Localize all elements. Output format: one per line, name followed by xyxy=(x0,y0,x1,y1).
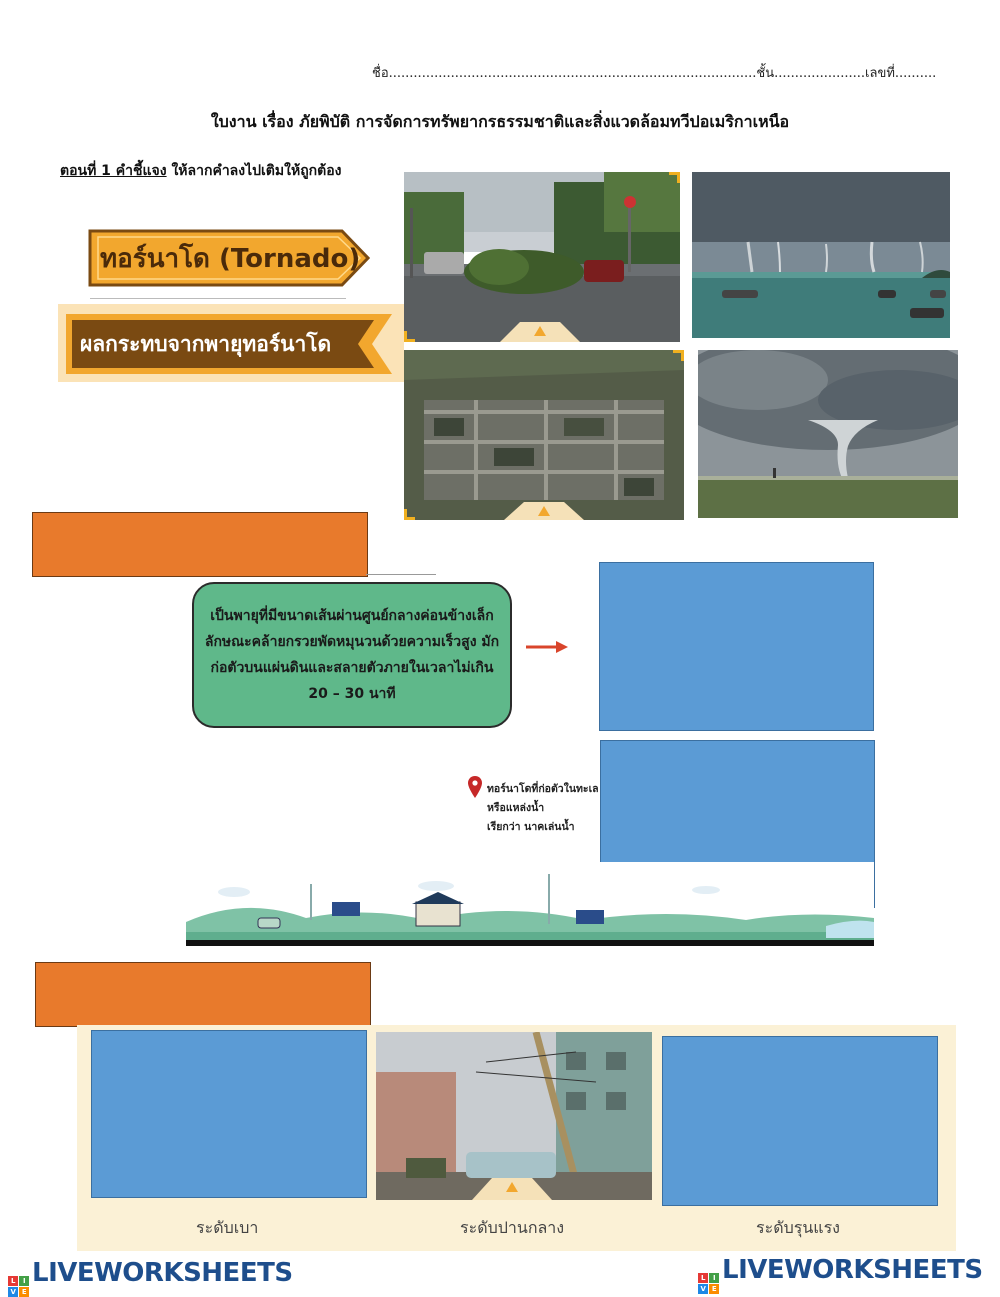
worksheet-title: ใบงาน เรื่อง ภัยพิบัติ การจัดการทรัพยากรธรรมชาติและสิ่งแวดล้อมทวีปอเมริกาเหนือ xyxy=(210,112,790,131)
green-landscape-illustration xyxy=(186,862,874,946)
liveworksheets-logo-text: LIVEWORKSHEETS xyxy=(722,1255,983,1285)
name-class-number-line: ชื่อ.........................................................................................ชั้น......................เลขที่.......... xyxy=(372,66,937,81)
level-image-drop-zone-2[interactable] xyxy=(662,1036,938,1206)
instruction xyxy=(60,160,341,182)
tornado-funnel-photo xyxy=(698,350,958,518)
impact-banner-label: ผลกระทบจากพายุทอร์นาโด xyxy=(80,332,332,356)
storm-damage-street-photo xyxy=(404,172,680,342)
divider xyxy=(90,298,346,299)
waterspout-note: ทอร์นาโดที่ก่อตัวในทะเล หรือแหล่งน้ำ เรียกว่า นาคเล่นน้ำ xyxy=(487,783,599,833)
instruction-part-label: ตอนที่ 1 คำชี้แจง xyxy=(60,163,167,179)
level-image-drop-zone-1[interactable] xyxy=(91,1030,367,1198)
moderate-damage-street-photo xyxy=(376,1032,652,1200)
image-drop-zone-1[interactable] xyxy=(599,562,874,731)
arrow-right-icon xyxy=(526,640,568,654)
liveworksheets-logo-left xyxy=(8,1258,293,1297)
level-label-severe: ระดับรุนแรง xyxy=(756,1218,840,1237)
liveworksheets-badge-icon: L I V E xyxy=(8,1276,29,1297)
aerial-tornado-destruction-photo xyxy=(404,350,684,520)
liveworksheets-logo-right xyxy=(698,1255,983,1294)
waterspouts-photo xyxy=(692,172,950,338)
tornado-banner-label: ทอร์นาโด (Tornado) xyxy=(100,244,361,274)
location-pin-icon xyxy=(468,776,482,798)
tornado-definition-text: เป็นพายุที่มีขนาดเส้นผ่านศูนย์กลางค่อนข้างเล็ก ลักษณะคล้ายกรวยพัดหมุนวนด้วยความเร็วสูง มักก่อตัวบนแผ่นดินและสลายตัวภายในเวลาไม่เกิน 20 – 30 นาที xyxy=(204,608,500,702)
level-label-moderate: ระดับปานกลาง xyxy=(460,1218,565,1237)
divider xyxy=(366,574,436,575)
answer-drop-zone-1[interactable] xyxy=(32,512,368,577)
tornado-definition-box xyxy=(192,582,512,728)
level-label-light: ระดับเบา xyxy=(196,1218,259,1237)
liveworksheets-badge-icon: L I V E xyxy=(698,1273,719,1294)
instruction-text: ให้ลากคำลงไปเติมให้ถูกต้อง xyxy=(166,163,342,179)
liveworksheets-logo-text: LIVEWORKSHEETS xyxy=(32,1258,293,1288)
answer-drop-zone-2[interactable] xyxy=(35,962,371,1027)
